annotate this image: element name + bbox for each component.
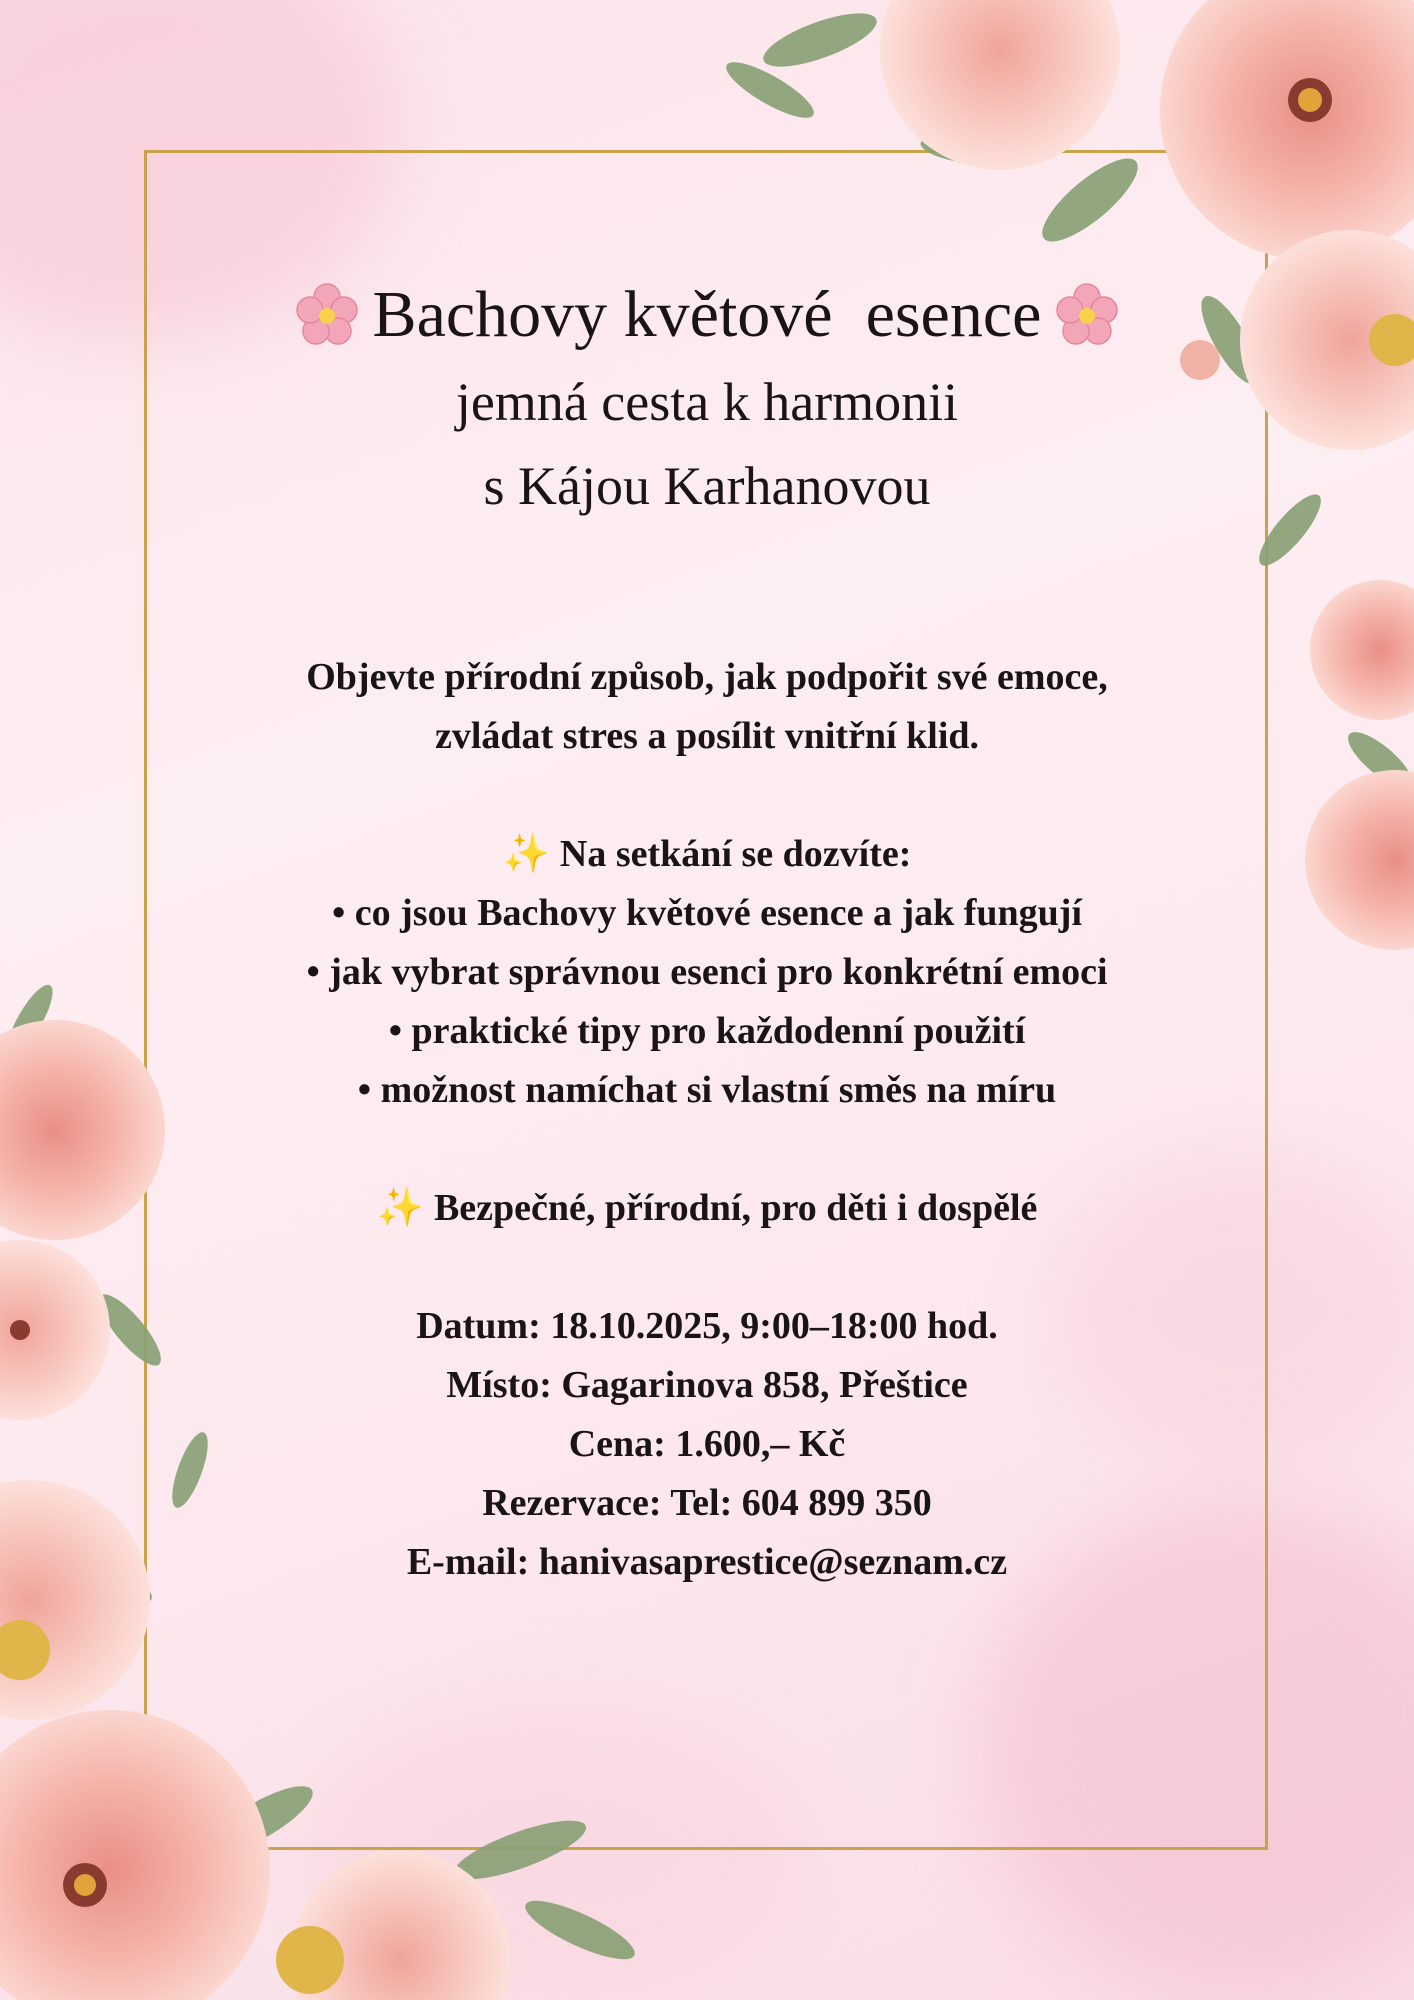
- learn-item: • možnost namíchat si vlastní směs na míru: [357, 1069, 1057, 1111]
- cherry-blossom-icon: [1055, 283, 1119, 347]
- event-place: Místo: Gagarinova 858, Přeštice: [446, 1364, 968, 1406]
- cherry-blossom-icon: [295, 283, 359, 347]
- learn-item: • co jsou Bachovy květové esence a jak fungují: [331, 892, 1083, 934]
- learn-heading-text: Na setkání se dozvíte:: [559, 833, 912, 875]
- sparkles-icon: ✨: [376, 1187, 424, 1229]
- learn-item: • praktické tipy pro každodenní použití: [388, 1010, 1026, 1052]
- title-text: Bachovy květové esence: [372, 278, 1042, 351]
- learn-item: • jak vybrat správnou esenci pro konkrétní emoci: [306, 951, 1108, 993]
- safety-text: Bezpečné, přírodní, pro děti i dospělé: [433, 1187, 1038, 1229]
- event-email: E-mail: hanivasaprestice@seznam.cz: [406, 1541, 1008, 1583]
- intro-line: zvládat stres a posílit vnitřní klid.: [434, 715, 980, 757]
- safety-line: [180, 1179, 1234, 1238]
- sparkles-icon: ✨: [502, 833, 550, 875]
- event-price: Cena: 1.600,– Kč: [568, 1423, 846, 1465]
- subtitle-line: s Kájou Karhanovou: [483, 456, 931, 516]
- page-title: [180, 270, 1234, 360]
- event-date: Datum: 18.10.2025, 9:00–18:00 hod.: [416, 1305, 998, 1347]
- intro-line: Objevte přírodní způsob, jak podpořit své emoce,: [306, 656, 1108, 698]
- event-reservation: Rezervace: Tel: 604 899 350: [482, 1482, 932, 1524]
- learn-heading: [180, 825, 1234, 884]
- subtitle-line: jemná cesta k harmonii: [455, 372, 959, 432]
- flyer-content: [180, 270, 1234, 1592]
